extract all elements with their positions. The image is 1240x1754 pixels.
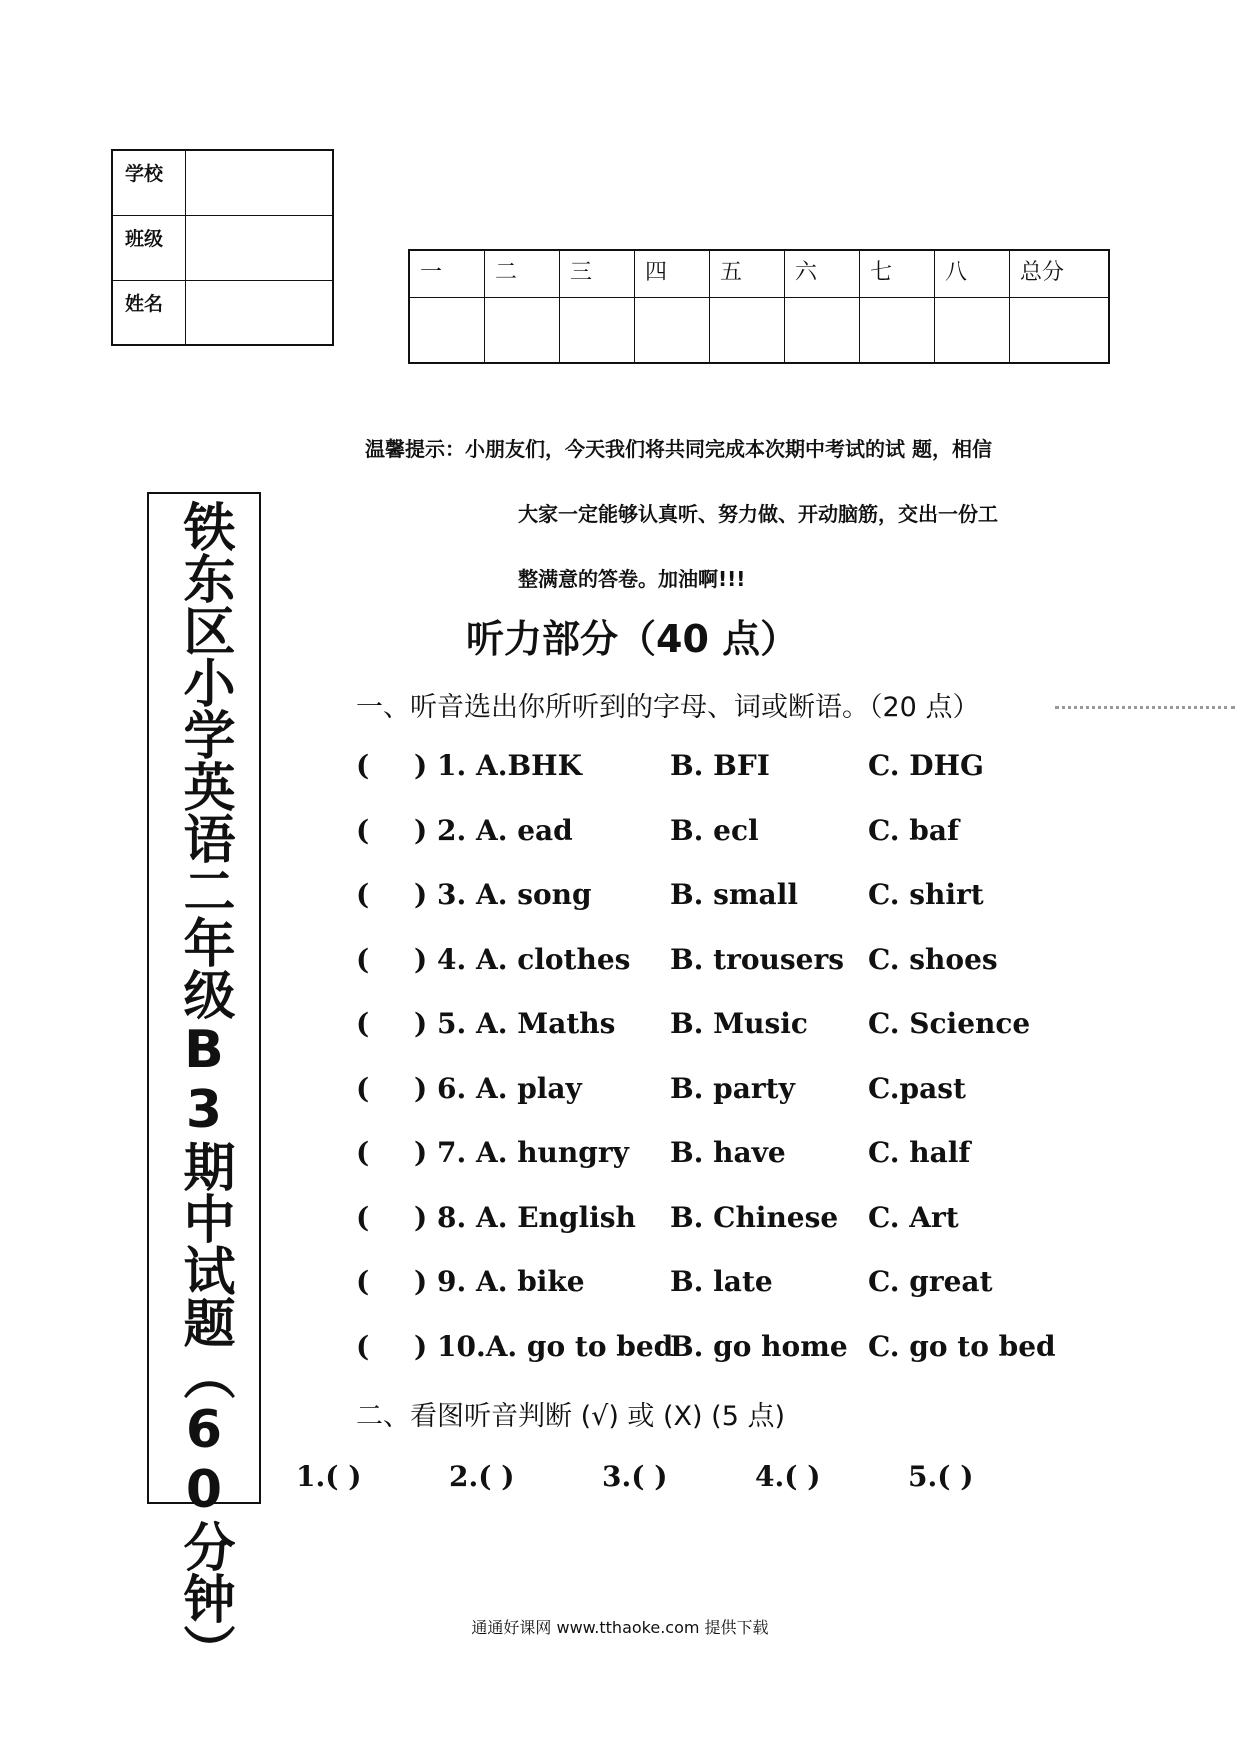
question-row bbox=[356, 1265, 1116, 1305]
question-option-b: B. small bbox=[670, 878, 798, 911]
score-cell[interactable] bbox=[560, 297, 635, 362]
footer-credit: 通通好课网 www.tthaoke.com 提供下载 bbox=[471, 1618, 769, 1637]
question-option-a: ) 3. A. song bbox=[414, 878, 592, 911]
score-cell[interactable] bbox=[485, 297, 560, 362]
question-row bbox=[356, 1072, 1116, 1112]
info-row-school bbox=[113, 151, 332, 216]
judge-answer-blank[interactable]: 2.( ) bbox=[449, 1460, 515, 1493]
question-row bbox=[356, 943, 1116, 983]
score-header: 四 bbox=[635, 251, 710, 297]
question-row bbox=[356, 1136, 1116, 1176]
info-label: 班级 bbox=[113, 216, 186, 280]
part2-heading: 二、看图听音判断 (√) 或 (X) (5 点) bbox=[356, 1401, 785, 1432]
question-option-c: C. DHG bbox=[868, 749, 984, 782]
info-row-name bbox=[113, 281, 332, 344]
listening-section-heading: 听力部分（40 点） bbox=[466, 617, 799, 661]
answer-blank[interactable]: ( bbox=[356, 813, 370, 847]
question-option-c: C.past bbox=[868, 1071, 966, 1105]
score-header: 七 bbox=[860, 251, 935, 297]
question-option-c: C. Science bbox=[868, 1007, 1031, 1040]
info-label: 姓名 bbox=[113, 281, 186, 344]
question-option-c: C. baf bbox=[868, 813, 960, 847]
answer-blank[interactable]: ( bbox=[356, 1265, 370, 1298]
question-option-a: ) 9. A. bike bbox=[414, 1265, 585, 1298]
answer-blank[interactable]: ( bbox=[356, 1200, 370, 1234]
score-cell[interactable] bbox=[635, 297, 710, 362]
score-header-row bbox=[410, 251, 1108, 298]
tip-line-2: 大家一定能够认真听、努力做、开动脑筋，交出一份工 bbox=[518, 502, 998, 526]
score-cell[interactable] bbox=[710, 297, 785, 362]
question-option-c: C. go to bed bbox=[868, 1329, 1056, 1363]
question-option-c: C. shirt bbox=[868, 878, 984, 911]
answer-blank[interactable]: ( bbox=[356, 1136, 370, 1169]
answer-blank[interactable]: ( bbox=[356, 1071, 370, 1105]
score-header: 一 bbox=[410, 251, 485, 297]
name-field[interactable] bbox=[186, 281, 332, 344]
question-option-b: B. BFI bbox=[670, 749, 770, 782]
question-option-b: B. have bbox=[670, 1136, 786, 1169]
info-row-class bbox=[113, 216, 332, 281]
score-cell[interactable] bbox=[410, 297, 485, 362]
question-option-a: ) 1. A.BHK bbox=[414, 749, 582, 782]
score-header: 三 bbox=[560, 251, 635, 297]
question-option-b: B. Chinese bbox=[670, 1200, 839, 1234]
tip-line-1: 温馨提示：小朋友们，今天我们将共同完成本次期中考试的试 题，相信 bbox=[365, 437, 992, 461]
judge-answer-blank[interactable]: 5.( ) bbox=[908, 1460, 974, 1493]
question-option-c: C. great bbox=[868, 1265, 993, 1298]
score-header: 八 bbox=[935, 251, 1010, 297]
question-option-b: B. late bbox=[670, 1265, 773, 1298]
judge-answer-blank[interactable]: 4.( ) bbox=[755, 1460, 821, 1493]
exam-title: 铁东区小学英语二年级B3期中试题（60分钟） bbox=[174, 500, 234, 1676]
score-header: 二 bbox=[485, 251, 560, 297]
judge-answer-blank[interactable]: 3.( ) bbox=[602, 1460, 668, 1493]
question-option-b: B. go home bbox=[670, 1329, 848, 1363]
answer-blank[interactable]: ( bbox=[356, 1007, 370, 1040]
question-option-a: ) 4. A. clothes bbox=[414, 942, 631, 976]
school-field[interactable] bbox=[186, 151, 332, 215]
question-row bbox=[356, 749, 1116, 789]
question-option-a: ) 8. A. English bbox=[414, 1200, 636, 1234]
tip-line-3: 整满意的答卷。加油啊!!! bbox=[518, 567, 746, 591]
question-row bbox=[356, 878, 1116, 918]
score-cell[interactable] bbox=[935, 297, 1010, 362]
question-option-a: ) 7. A. hungry bbox=[414, 1136, 629, 1169]
answer-blank[interactable]: ( bbox=[356, 749, 370, 782]
judge-answer-blank[interactable]: 1.( ) bbox=[296, 1460, 362, 1493]
question-option-c: C. shoes bbox=[868, 942, 998, 976]
question-option-a: ) 5. A. Maths bbox=[414, 1007, 616, 1040]
judge-answer-row bbox=[296, 1460, 1056, 1500]
answer-blank[interactable]: ( bbox=[356, 1329, 370, 1363]
score-cell[interactable] bbox=[860, 297, 935, 362]
question-row bbox=[356, 1201, 1116, 1241]
score-cell-total[interactable] bbox=[1010, 297, 1108, 362]
score-header: 五 bbox=[710, 251, 785, 297]
part1-heading: 一、听音选出你所听到的字母、词或断语。（20 点） bbox=[356, 692, 980, 723]
class-field[interactable] bbox=[186, 216, 332, 280]
question-option-c: C. Art bbox=[868, 1200, 959, 1234]
question-option-b: B. party bbox=[670, 1071, 795, 1105]
score-table bbox=[408, 249, 1110, 364]
question-option-b: B. trousers bbox=[670, 942, 844, 976]
question-option-a: ) 6. A. play bbox=[414, 1071, 582, 1105]
dotted-line bbox=[1055, 696, 1235, 709]
info-label: 学校 bbox=[113, 151, 186, 215]
question-row bbox=[356, 1330, 1116, 1370]
question-row bbox=[356, 814, 1116, 854]
score-header: 六 bbox=[785, 251, 860, 297]
student-info-table bbox=[111, 149, 334, 346]
answer-blank[interactable]: ( bbox=[356, 942, 370, 976]
question-option-a: ) 2. A. ead bbox=[414, 813, 573, 847]
score-cell[interactable] bbox=[785, 297, 860, 362]
score-header-total: 总分 bbox=[1020, 260, 1065, 285]
question-option-c: C. half bbox=[868, 1136, 971, 1169]
score-value-row bbox=[410, 297, 1108, 362]
question-option-b: B. Music bbox=[670, 1007, 808, 1040]
question-row bbox=[356, 1007, 1116, 1047]
exam-title-box bbox=[147, 492, 261, 1676]
answer-blank[interactable]: ( bbox=[356, 878, 370, 911]
question-option-b: B. ecl bbox=[670, 813, 759, 847]
question-option-a: ) 10.A. go to bed bbox=[414, 1329, 674, 1363]
